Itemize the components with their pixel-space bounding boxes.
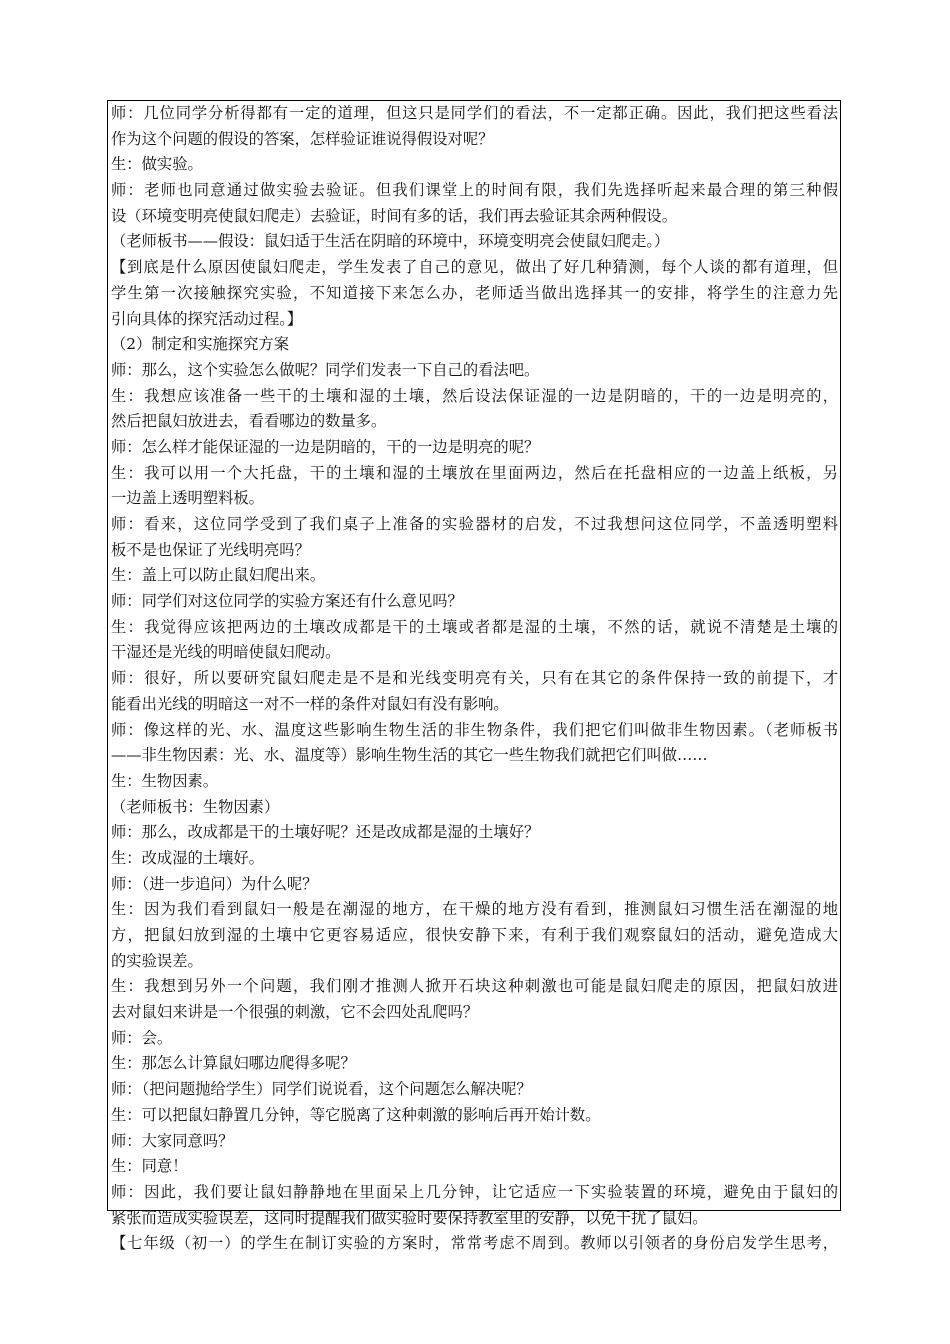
text-line: 引向具体的探究活动过程。】 bbox=[111, 309, 303, 328]
text-line: 学生第一次接触探究实验，不知道接下来怎么办，老师适当做出选择其一的安排，将学生的注意力先 bbox=[111, 283, 838, 302]
text-line: 师：同学们对这位同学的实验方案还有什么意见吗？ bbox=[111, 592, 463, 611]
text-line: 生：我想应该准备一些干的土壤和湿的土壤，然后设法保证湿的一边是阴暗的，干的一边是明亮的， bbox=[111, 386, 838, 405]
text-line: 板不是也保证了光线明亮吗？ bbox=[111, 540, 310, 559]
text-line: 生：那怎么计算鼠妇哪边爬得多呢？ bbox=[111, 1054, 356, 1073]
text-line: 生：因为我们看到鼠妇一般是在潮湿的地方，在干燥的地方没有看到，推测鼠妇习惯生活在潮湿的地 bbox=[111, 900, 838, 919]
text-line: 师：老师也同意通过做实验去验证。但我们课堂上的时间有限，我们先选择听起来最合理的第三种假 bbox=[111, 181, 838, 200]
text-line: 师：那么，这个实验怎么做呢？同学们发表一下自己的看法吧。 bbox=[111, 360, 540, 379]
text-line: 然后把鼠妇放进去，看看哪边的数量多。 bbox=[111, 412, 387, 431]
text-line: 生：我觉得应该把两边的土壤改成都是干的土壤或者都是湿的土壤，不然的话，就说不清楚是土壤的 bbox=[111, 617, 838, 636]
text-line: 生：我可以用一个大托盘，干的土壤和湿的土壤放在里面两边，然后在托盘相应的一边盖上纸板，另 bbox=[111, 463, 838, 482]
document-table-cell bbox=[107, 100, 841, 1253]
text-line: 生：同意！ bbox=[111, 1157, 188, 1176]
text-line: （老师板书——假设：鼠妇适于生活在阴暗的环境中，环境变明亮会使鼠妇爬走。） bbox=[111, 232, 670, 251]
text-line: 能看出光线的明暗这一对不一样的条件对鼠妇有没有影响。 bbox=[111, 694, 509, 713]
text-line: 生：可以把鼠妇静置几分钟，等它脱离了这种刺激的影响后再开始计数。 bbox=[111, 1105, 601, 1124]
text-line: 生：盖上可以防止鼠妇爬出来。 bbox=[111, 566, 326, 585]
text-line: 的实验误差。 bbox=[111, 951, 203, 970]
document-body bbox=[111, 101, 838, 1257]
text-line: （2）制定和实施探究方案 bbox=[111, 335, 289, 354]
text-line: 师：像这样的光、水、温度这些影响生物生活的非生物条件，我们把它们叫做非生物因素。（老师板书 bbox=[111, 720, 838, 739]
text-line: 一边盖上透明塑料板。 bbox=[111, 489, 264, 508]
text-line: 生：做实验。 bbox=[111, 155, 203, 174]
text-line: （老师板书：生物因素） bbox=[111, 797, 280, 816]
text-line: ——非生物因素：光、水、温度等）影响生物生活的其它一些生物我们就把它们叫做…… bbox=[111, 746, 708, 765]
text-line: 紧张而造成实验误差，这同时提醒我们做实验时要保持教室里的安静，以免干扰了鼠妇。 bbox=[111, 1208, 708, 1227]
text-line: 生：生物因素。 bbox=[111, 771, 219, 790]
text-line: 师：看来，这位同学受到了我们桌子上准备的实验器材的启发，不过我想问这位同学，不盖透明塑料 bbox=[111, 515, 838, 533]
text-line: 干湿还是光线的明暗使鼠妇爬动。 bbox=[111, 643, 341, 662]
text-line: 生：我想到另外一个问题，我们刚才推测人掀开石块这种刺激也可能是鼠妇爬走的原因，把鼠妇放进 bbox=[111, 977, 838, 996]
text-line: 作为这个问题的假设的答案，怎样验证谁说得假设对呢？ bbox=[111, 129, 494, 148]
text-line: 设（环境变明亮使鼠妇爬走）去验证，时间有多的话，我们再去验证其余两种假设。 bbox=[111, 206, 677, 225]
text-line: 师：很好，所以要研究鼠妇爬走是不是和光线变明亮有关，只有在其它的条件保持一致的前提下，才 bbox=[111, 669, 838, 688]
text-line: 方，把鼠妇放到湿的土壤中它更容易适应，很快安静下来，有利于我们观察鼠妇的活动，避免造成大 bbox=[111, 926, 838, 944]
text-line: 师：怎么样才能保证湿的一边是阴暗的，干的一边是明亮的呢？ bbox=[111, 437, 540, 456]
text-line: 去对鼠妇来讲是一个很强的刺激，它不会四处乱爬吗？ bbox=[111, 1003, 479, 1022]
text-line: 生：改成湿的土壤好。 bbox=[111, 848, 264, 867]
text-line: 师：那么，改成都是干的土壤好呢？还是改成都是湿的土壤好？ bbox=[111, 823, 540, 842]
text-line: 师：大家同意吗？ bbox=[111, 1131, 234, 1150]
text-line: 师：几位同学分析得都有一定的道理，但这只是同学们的看法，不一定都正确。因此，我们把这些看法 bbox=[111, 104, 838, 122]
text-line: 师：（把问题抛给学生）同学们说说看，这个问题怎么解决呢？ bbox=[111, 1080, 532, 1099]
text-line: 师：（进一步追问）为什么呢？ bbox=[111, 874, 318, 893]
text-line: 师：会。 bbox=[111, 1028, 173, 1047]
text-line: 【到底是什么原因使鼠妇爬走，学生发表了自己的意见，做出了好几种猜测，每个人谈的都有道理，但 bbox=[111, 258, 838, 277]
text-line: 【七年级（初一）的学生在制订实验的方案时，常常考虑不周到。教师以引领者的身份启发学生思考， bbox=[111, 1234, 838, 1253]
text-line: 师：因此，我们要让鼠妇静静地在里面呆上几分钟，让它适应一下实验装置的环境，避免由于鼠妇的 bbox=[111, 1182, 838, 1201]
